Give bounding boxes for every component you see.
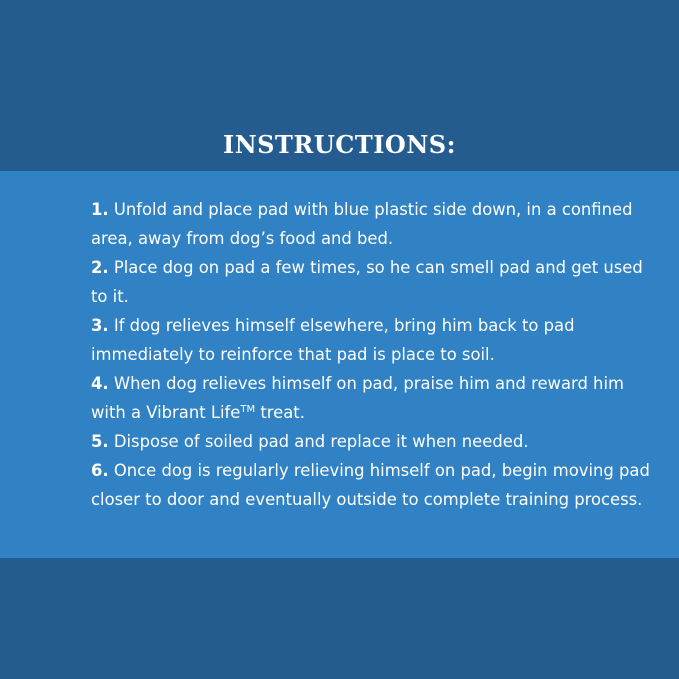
step-text: Dispose of soiled pad and replace it when needed. <box>113 432 529 451</box>
step-text: Unfold and place pad with blue plastic side down, in a confined area, away from dog’s food and bed. <box>91 200 633 248</box>
step-text: Place dog on pad a few times, so he can smell pad and get used to it. <box>91 258 643 306</box>
step-number: 6. <box>91 461 109 480</box>
trademark-symbol: TM <box>240 404 256 415</box>
step-number: 1. <box>91 200 109 219</box>
step-text-end: treat. <box>255 403 305 422</box>
instructions-title: INSTRUCTIONS: <box>223 130 456 159</box>
step-number: 3. <box>91 316 109 335</box>
step-text: If dog relieves himself elsewhere, bring him back to pad immediately to reinforce that pad is place to soil. <box>91 316 575 364</box>
step-number: 2. <box>91 258 109 277</box>
step-number: 4. <box>91 374 109 393</box>
step-number: 5. <box>91 432 109 451</box>
step-text: When dog relieves himself on pad, praise him and reward him with a Vibrant Life <box>91 374 624 422</box>
instructions-list <box>91 195 651 514</box>
instruction-step-2 <box>91 253 651 311</box>
instruction-step-4 <box>91 369 651 427</box>
instruction-step-6 <box>91 456 651 514</box>
instruction-step-5 <box>91 427 651 456</box>
instruction-step-1 <box>91 195 651 253</box>
step-text: Once dog is regularly relieving himself on pad, begin moving pad closer to door and eventually outside to complete training process. <box>91 461 650 509</box>
instruction-step-3 <box>91 311 651 369</box>
